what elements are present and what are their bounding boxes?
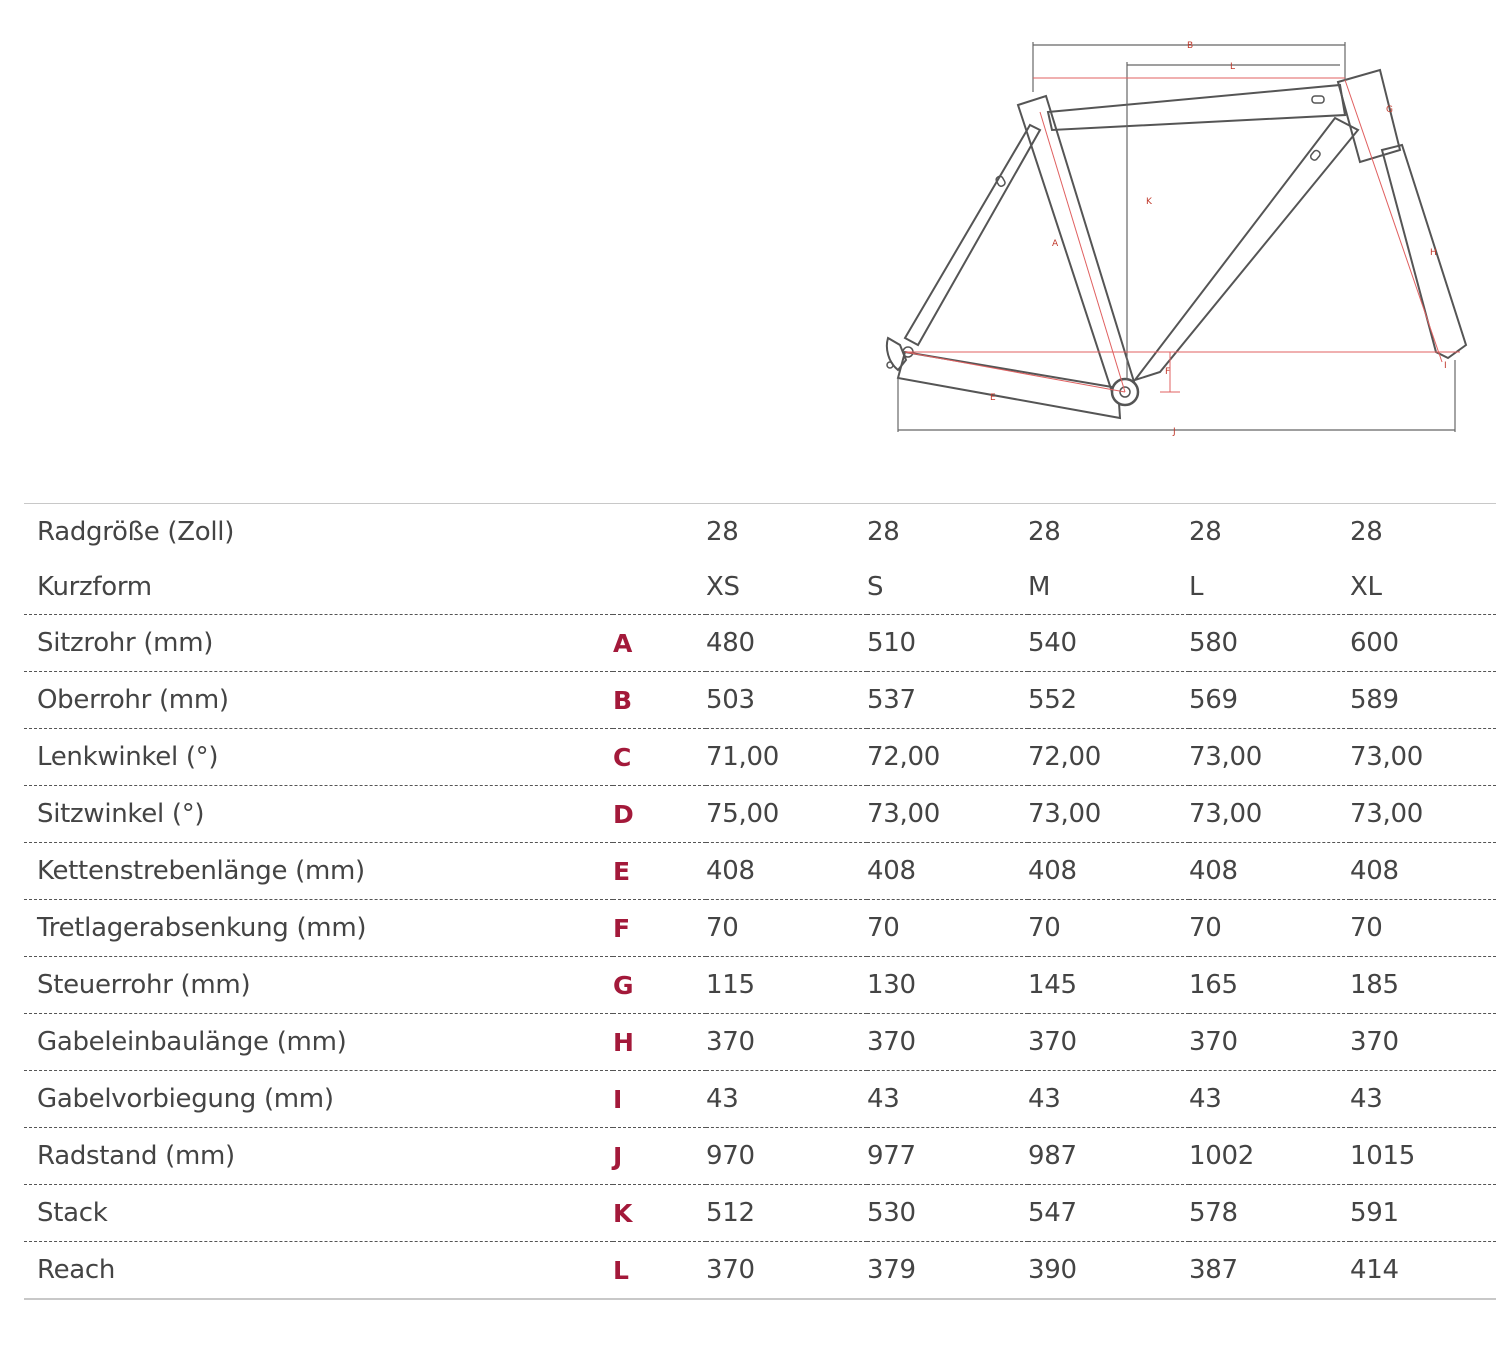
- table-row: [24, 1242, 1496, 1300]
- size-value-cell: 43: [867, 1071, 1028, 1128]
- table-row: [24, 843, 1496, 900]
- size-value-cell: 387: [1189, 1255, 1238, 1285]
- size-value-cell: 408: [1189, 843, 1350, 900]
- table-row: [24, 729, 1496, 786]
- diagram-label-a: A: [1052, 239, 1059, 249]
- row-letter: C: [613, 729, 706, 786]
- table-row: [24, 1185, 1496, 1242]
- size-value-cell: 130: [867, 957, 1028, 1014]
- size-value-cell: 28: [706, 516, 739, 547]
- size-value-cell: 70: [1028, 900, 1189, 957]
- row-letter: G: [613, 957, 706, 1014]
- size-value-cell: 370: [1189, 1014, 1350, 1071]
- size-value-cell: 73,00: [1028, 786, 1189, 843]
- row-label: Kurzform: [24, 559, 613, 615]
- diagram-label-b: B: [1187, 41, 1194, 51]
- size-value-cell: 547: [1028, 1185, 1189, 1242]
- row-letter: A: [613, 615, 706, 672]
- size-value-cell: 28: [1189, 516, 1222, 547]
- diagram-label-i: I: [1444, 361, 1447, 371]
- size-value-cell: 370: [867, 1014, 1028, 1071]
- row-label: Sitzrohr (mm): [24, 615, 613, 672]
- frame-outline: [887, 70, 1466, 418]
- size-value-cell: 569: [1189, 672, 1350, 729]
- row-label: Gabeleinbaulänge (mm): [24, 1014, 613, 1071]
- diagram-label-g: G: [1386, 105, 1393, 115]
- size-value-cell: 578: [1189, 1185, 1350, 1242]
- size-value-cell: 70: [1350, 900, 1496, 957]
- table-row: [24, 1128, 1496, 1185]
- size-value-cell: 71,00: [706, 729, 867, 786]
- row-label: Tretlagerabsenkung (mm): [24, 900, 613, 957]
- size-value-cell: 537: [867, 672, 1028, 729]
- size-value-cell: 145: [1028, 957, 1189, 1014]
- size-value-cell: 370: [1350, 1014, 1496, 1071]
- size-value-cell: 589: [1350, 672, 1496, 729]
- diagram-label-j: J: [1173, 427, 1176, 437]
- size-value-cell: 73,00: [1350, 786, 1496, 843]
- size-value-cell: 408: [1028, 843, 1189, 900]
- size-value-cell: 530: [867, 1185, 1028, 1242]
- size-value-cell: 43: [706, 1071, 867, 1128]
- size-value-cell: 408: [867, 843, 1028, 900]
- row-label: Lenkwinkel (°): [24, 729, 613, 786]
- size-value-cell: 70: [867, 900, 1028, 957]
- size-value-cell: 552: [1028, 672, 1189, 729]
- table-row: [24, 1014, 1496, 1071]
- size-value-cell: 73,00: [1350, 729, 1496, 786]
- row-label: Kettenstrebenlänge (mm): [24, 843, 613, 900]
- row-label: Radstand (mm): [24, 1128, 613, 1185]
- header-row: [24, 504, 1496, 560]
- size-value-cell: 70: [706, 900, 867, 957]
- size-value-cell: 73,00: [867, 786, 1028, 843]
- size-value-cell: 165: [1189, 957, 1350, 1014]
- size-value-cell: 370: [706, 1014, 867, 1071]
- row-letter-empty: [613, 504, 706, 560]
- geometry-table: [24, 503, 1496, 1300]
- diagram-label-e: E: [990, 393, 996, 403]
- size-value-cell: 379: [867, 1255, 916, 1285]
- size-value-cell: 72,00: [867, 729, 1028, 786]
- table-row: [24, 786, 1496, 843]
- size-value-cell: 408: [1350, 843, 1496, 900]
- size-value-cell: 43: [1189, 1071, 1350, 1128]
- row-letter: L: [613, 1255, 629, 1285]
- table-row: [24, 1071, 1496, 1128]
- size-value-cell: 503: [706, 672, 867, 729]
- size-value-cell: 370: [1028, 1014, 1189, 1071]
- size-value-cell: 600: [1350, 615, 1496, 672]
- size-value-cell: S: [867, 559, 1028, 615]
- size-value-cell: 408: [706, 843, 867, 900]
- row-label: Gabelvorbiegung (mm): [24, 1071, 613, 1128]
- size-value-cell: 512: [706, 1185, 867, 1242]
- row-label: Stack: [24, 1185, 613, 1242]
- size-value-cell: 72,00: [1028, 729, 1189, 786]
- row-letter: B: [613, 672, 706, 729]
- row-letter: E: [613, 843, 706, 900]
- diagram-label-l: L: [1230, 62, 1236, 72]
- diagram-label-f: F: [1165, 367, 1171, 377]
- size-value-cell: 75,00: [706, 786, 867, 843]
- frame-geometry-diagram: [880, 36, 1480, 442]
- size-value-cell: 480: [706, 615, 867, 672]
- size-value-cell: 28: [1350, 516, 1383, 547]
- size-value-cell: 977: [867, 1128, 1028, 1185]
- row-label: Radgröße (Zoll): [37, 516, 235, 547]
- size-value-cell: 28: [1028, 516, 1061, 547]
- row-letter: K: [613, 1185, 706, 1242]
- row-letter: F: [613, 900, 706, 957]
- row-label: Oberrohr (mm): [24, 672, 613, 729]
- size-value-cell: 591: [1350, 1185, 1496, 1242]
- size-value-cell: 70: [1189, 900, 1350, 957]
- row-letter: D: [613, 786, 706, 843]
- header-row: [24, 559, 1496, 615]
- row-letter: H: [613, 1014, 706, 1071]
- row-label: Reach: [37, 1255, 116, 1285]
- size-value-cell: 390: [1028, 1255, 1077, 1285]
- diagram-label-k: K: [1146, 197, 1152, 207]
- table-row: [24, 615, 1496, 672]
- diagram-label-h: H: [1430, 248, 1437, 258]
- row-letter: I: [613, 1071, 706, 1128]
- row-label: Steuerrohr (mm): [24, 957, 613, 1014]
- size-value-cell: 73,00: [1189, 786, 1350, 843]
- size-value-cell: 28: [867, 516, 900, 547]
- size-value-cell: 580: [1189, 615, 1350, 672]
- size-value-cell: 1015: [1350, 1128, 1496, 1185]
- size-value-cell: L: [1189, 559, 1350, 615]
- size-value-cell: XL: [1350, 559, 1496, 615]
- row-letter: J: [613, 1128, 706, 1185]
- size-value-cell: 73,00: [1189, 729, 1350, 786]
- size-value-cell: 185: [1350, 957, 1496, 1014]
- geometry-table-body: [24, 504, 1496, 1300]
- table-row: [24, 957, 1496, 1014]
- size-value-cell: 987: [1028, 1128, 1189, 1185]
- size-value-cell: M: [1028, 559, 1189, 615]
- size-value-cell: 414: [1350, 1255, 1399, 1285]
- size-value-cell: 1002: [1189, 1128, 1350, 1185]
- size-value-cell: 970: [706, 1128, 867, 1185]
- size-value-cell: XS: [706, 559, 867, 615]
- size-value-cell: 115: [706, 957, 867, 1014]
- table-row: [24, 900, 1496, 957]
- size-value-cell: 43: [1028, 1071, 1189, 1128]
- size-value-cell: 370: [706, 1255, 755, 1285]
- size-value-cell: 43: [1350, 1071, 1496, 1128]
- size-value-cell: 540: [1028, 615, 1189, 672]
- size-value-cell: 510: [867, 615, 1028, 672]
- row-letter-empty: [613, 559, 706, 615]
- table-row: [24, 672, 1496, 729]
- row-label: Sitzwinkel (°): [24, 786, 613, 843]
